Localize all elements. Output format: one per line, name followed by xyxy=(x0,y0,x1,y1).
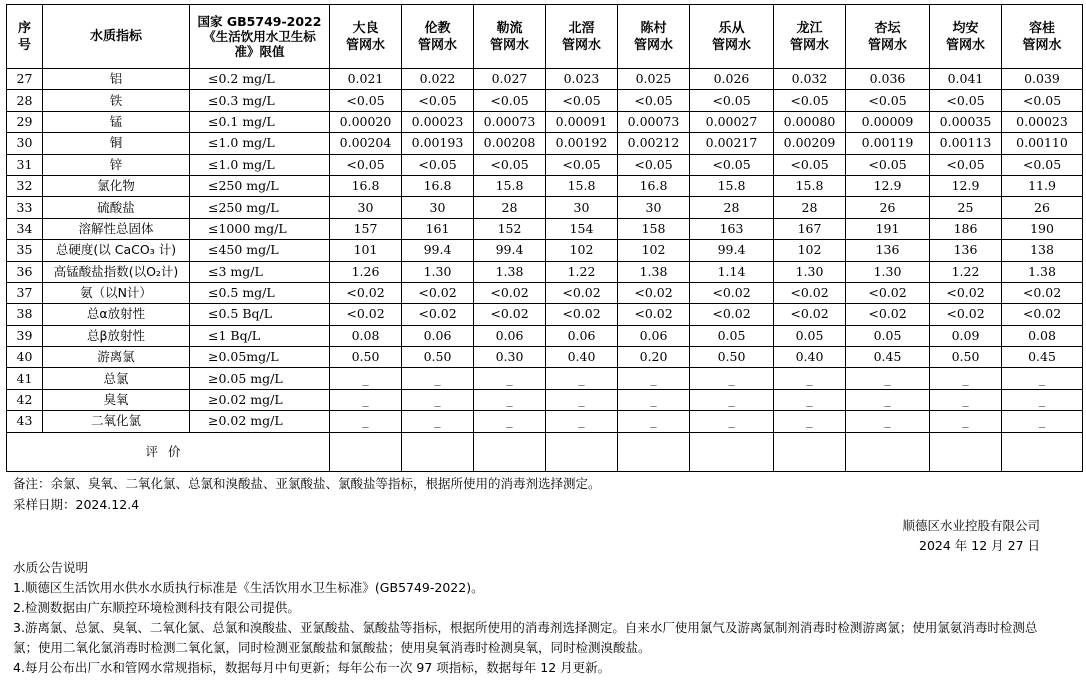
measured-value: <0.05 xyxy=(930,154,1002,175)
measured-value: <0.02 xyxy=(930,304,1002,325)
measured-value: 0.06 xyxy=(546,325,618,346)
standard-limit: ≥0.05mg/L xyxy=(190,347,330,368)
measured-value: 0.45 xyxy=(1002,347,1083,368)
measured-value: _ xyxy=(1002,389,1083,410)
measured-value: 0.00023 xyxy=(402,111,474,132)
row-number: 33 xyxy=(7,197,43,218)
indicator-name: 铝 xyxy=(43,69,190,90)
measured-value: 99.4 xyxy=(474,240,546,261)
row-number: 35 xyxy=(7,240,43,261)
measured-value: _ xyxy=(330,368,402,389)
row-number: 34 xyxy=(7,218,43,239)
measured-value: 0.032 xyxy=(774,69,846,90)
measured-value: 0.40 xyxy=(546,347,618,368)
indicator-name: 游离氯 xyxy=(43,347,190,368)
explanation-item: 4.每月公布出厂水和管网水常规指标，数据每月中旬更新；每年公布一次 97 项指标，数据每年 12 月更新。 xyxy=(13,660,611,675)
measured-value: _ xyxy=(330,411,402,432)
measured-value: <0.02 xyxy=(690,304,774,325)
water-quality-table xyxy=(6,4,1083,472)
indicator-name: 总β放射性 xyxy=(43,325,190,346)
header-seq: 序号 xyxy=(7,5,43,69)
measured-value: 1.38 xyxy=(618,261,690,282)
measured-value: _ xyxy=(330,389,402,410)
standard-limit: ≤0.1 mg/L xyxy=(190,111,330,132)
measured-value: 0.00009 xyxy=(846,111,930,132)
row-number: 36 xyxy=(7,261,43,282)
measured-value: <0.02 xyxy=(330,282,402,303)
measured-value: 0.00080 xyxy=(774,111,846,132)
measured-value: 1.30 xyxy=(402,261,474,282)
measured-value: 102 xyxy=(618,240,690,261)
measured-value: _ xyxy=(774,389,846,410)
measured-value: 191 xyxy=(846,218,930,239)
measured-value: 99.4 xyxy=(690,240,774,261)
evaluation-cell xyxy=(474,432,546,471)
standard-limit: ≥0.05 mg/L xyxy=(190,368,330,389)
table-row xyxy=(7,368,1083,389)
measured-value: <0.05 xyxy=(690,154,774,175)
measured-value: 15.8 xyxy=(774,175,846,196)
measured-value: 152 xyxy=(474,218,546,239)
measured-value: _ xyxy=(690,389,774,410)
evaluation-cell xyxy=(930,432,1002,471)
measured-value: 0.50 xyxy=(690,347,774,368)
measured-value: 167 xyxy=(774,218,846,239)
measured-value: <0.05 xyxy=(690,90,774,111)
measured-value: 1.26 xyxy=(330,261,402,282)
measured-value: 0.00208 xyxy=(474,133,546,154)
measured-value: 28 xyxy=(474,197,546,218)
evaluation-cell xyxy=(330,432,402,471)
measured-value: _ xyxy=(402,389,474,410)
measured-value: 25 xyxy=(930,197,1002,218)
measured-value: 163 xyxy=(690,218,774,239)
measured-value: 0.06 xyxy=(474,325,546,346)
evaluation-cell xyxy=(690,432,774,471)
measured-value: 15.8 xyxy=(546,175,618,196)
header-indicator: 水质指标 xyxy=(43,5,190,69)
measured-value: 0.05 xyxy=(774,325,846,346)
standard-limit: ≤3 mg/L xyxy=(190,261,330,282)
measured-value: 30 xyxy=(546,197,618,218)
indicator-name: 总α放射性 xyxy=(43,304,190,325)
table-row xyxy=(7,261,1083,282)
remark-note: 备注：余氯、臭氧、二氧化氯、总氯和溴酸盐、亚氯酸盐、氯酸盐等指标，根据所使用的消毒剂选择测定。 xyxy=(13,476,601,491)
measured-value: 0.00192 xyxy=(546,133,618,154)
header-site: 龙江 管网水 xyxy=(774,5,846,69)
table-row xyxy=(7,347,1083,368)
row-number: 31 xyxy=(7,154,43,175)
evaluation-cell xyxy=(774,432,846,471)
table-row xyxy=(7,282,1083,303)
measured-value: 0.50 xyxy=(330,347,402,368)
measured-value: _ xyxy=(474,411,546,432)
table-row xyxy=(7,69,1083,90)
header-site: 伦教 管网水 xyxy=(402,5,474,69)
table-header-row xyxy=(7,5,1083,69)
explanation-section xyxy=(13,558,1053,678)
table-row xyxy=(7,325,1083,346)
table-row xyxy=(7,389,1083,410)
measured-value: _ xyxy=(402,411,474,432)
standard-limit: ≤0.3 mg/L xyxy=(190,90,330,111)
measured-value: 0.00027 xyxy=(690,111,774,132)
measured-value: <0.05 xyxy=(474,154,546,175)
measured-value: 0.022 xyxy=(402,69,474,90)
measured-value: 16.8 xyxy=(402,175,474,196)
indicator-name: 总硬度(以 CaCO₃ 计) xyxy=(43,240,190,261)
indicator-name: 锌 xyxy=(43,154,190,175)
measured-value: 99.4 xyxy=(402,240,474,261)
measured-value: 0.00217 xyxy=(690,133,774,154)
measured-value: 0.00091 xyxy=(546,111,618,132)
measured-value: _ xyxy=(618,411,690,432)
evaluation-cell xyxy=(546,432,618,471)
measured-value: 0.50 xyxy=(930,347,1002,368)
measured-value: <0.05 xyxy=(618,90,690,111)
evaluation-cell xyxy=(846,432,930,471)
indicator-name: 总氯 xyxy=(43,368,190,389)
measured-value: 0.08 xyxy=(330,325,402,346)
standard-limit: ≤0.2 mg/L xyxy=(190,69,330,90)
measured-value: _ xyxy=(1002,368,1083,389)
measured-value: _ xyxy=(846,368,930,389)
measured-value: 186 xyxy=(930,218,1002,239)
table-row xyxy=(7,90,1083,111)
measured-value: <0.02 xyxy=(330,304,402,325)
measured-value: 157 xyxy=(330,218,402,239)
evaluation-cell xyxy=(1002,432,1083,471)
measured-value: 101 xyxy=(330,240,402,261)
measured-value: 0.06 xyxy=(618,325,690,346)
measured-value: 1.38 xyxy=(474,261,546,282)
measured-value: 0.00073 xyxy=(474,111,546,132)
table-row xyxy=(7,111,1083,132)
measured-value: <0.02 xyxy=(474,304,546,325)
measured-value: _ xyxy=(846,411,930,432)
measured-value: 0.023 xyxy=(546,69,618,90)
publish-date: 2024 年 12 月 27 日 xyxy=(919,538,1040,553)
row-number: 28 xyxy=(7,90,43,111)
measured-value: 30 xyxy=(618,197,690,218)
indicator-name: 铁 xyxy=(43,90,190,111)
header-site: 杏坛 管网水 xyxy=(846,5,930,69)
measured-value: 0.40 xyxy=(774,347,846,368)
measured-value: _ xyxy=(402,368,474,389)
measured-value: 102 xyxy=(774,240,846,261)
measured-value: 0.00212 xyxy=(618,133,690,154)
table-row xyxy=(7,175,1083,196)
measured-value: <0.05 xyxy=(1002,90,1083,111)
row-number: 40 xyxy=(7,347,43,368)
measured-value: <0.05 xyxy=(546,154,618,175)
measured-value: 190 xyxy=(1002,218,1083,239)
measured-value: <0.02 xyxy=(546,304,618,325)
indicator-name: 硫酸盐 xyxy=(43,197,190,218)
measured-value: <0.02 xyxy=(474,282,546,303)
sampling-date: 采样日期：2024.12.4 xyxy=(13,497,140,512)
table-row xyxy=(7,240,1083,261)
measured-value: 154 xyxy=(546,218,618,239)
explanation-item: 3.游离氯、总氯、臭氧、二氧化氯、总氯和溴酸盐、亚氯酸盐、氯酸盐等指标，根据所使用的消毒剂选择测定。自来水厂使用氯气及游离氯制剂消毒时检测游离氯；使用氯氨消毒时检测总氯；使用二氧化氯消毒时检测二氧化氯，同时检测亚氯酸盐和氯酸盐；使用臭氧消毒时检测臭氧，同时检测溴酸盐。 xyxy=(13,620,1038,655)
measured-value: 1.22 xyxy=(546,261,618,282)
measured-value: <0.05 xyxy=(474,90,546,111)
measured-value: 26 xyxy=(1002,197,1083,218)
measured-value: 0.00119 xyxy=(846,133,930,154)
evaluation-cell xyxy=(618,432,690,471)
measured-value: 136 xyxy=(930,240,1002,261)
header-site: 北滘 管网水 xyxy=(546,5,618,69)
measured-value: 158 xyxy=(618,218,690,239)
standard-limit: ≥0.02 mg/L xyxy=(190,411,330,432)
standard-limit: ≤0.5 mg/L xyxy=(190,282,330,303)
measured-value: 0.00209 xyxy=(774,133,846,154)
measured-value: _ xyxy=(690,411,774,432)
header-site: 容桂 管网水 xyxy=(1002,5,1083,69)
standard-limit: ≤250 mg/L xyxy=(190,197,330,218)
measured-value: 1.30 xyxy=(774,261,846,282)
standard-limit: ≤1000 mg/L xyxy=(190,218,330,239)
measured-value: _ xyxy=(546,411,618,432)
measured-value: 0.027 xyxy=(474,69,546,90)
measured-value: <0.05 xyxy=(1002,154,1083,175)
measured-value: _ xyxy=(546,389,618,410)
measured-value: 0.00110 xyxy=(1002,133,1083,154)
row-number: 27 xyxy=(7,69,43,90)
measured-value: 0.00193 xyxy=(402,133,474,154)
measured-value: 0.05 xyxy=(846,325,930,346)
indicator-name: 锰 xyxy=(43,111,190,132)
row-number: 30 xyxy=(7,133,43,154)
measured-value: <0.05 xyxy=(618,154,690,175)
measured-value: _ xyxy=(774,411,846,432)
measured-value: 0.50 xyxy=(402,347,474,368)
explanation-title: 水质公告说明 xyxy=(13,560,89,575)
measured-value: _ xyxy=(930,389,1002,410)
standard-limit: ≤0.5 Bq/L xyxy=(190,304,330,325)
measured-value: <0.05 xyxy=(330,90,402,111)
measured-value: 15.8 xyxy=(690,175,774,196)
indicator-name: 臭氧 xyxy=(43,389,190,410)
table-row xyxy=(7,304,1083,325)
indicator-name: 氯化物 xyxy=(43,175,190,196)
measured-value: 136 xyxy=(846,240,930,261)
measured-value: 0.08 xyxy=(1002,325,1083,346)
measured-value: 0.00204 xyxy=(330,133,402,154)
measured-value: _ xyxy=(618,368,690,389)
header-site: 大良 管网水 xyxy=(330,5,402,69)
measured-value: _ xyxy=(618,389,690,410)
measured-value: 0.041 xyxy=(930,69,1002,90)
measured-value: <0.02 xyxy=(846,304,930,325)
table-row xyxy=(7,133,1083,154)
measured-value: 0.06 xyxy=(402,325,474,346)
measured-value: _ xyxy=(930,368,1002,389)
standard-limit: ≤450 mg/L xyxy=(190,240,330,261)
indicator-name: 高锰酸盐指数(以O₂计) xyxy=(43,261,190,282)
measured-value: <0.05 xyxy=(846,154,930,175)
measured-value: 0.09 xyxy=(930,325,1002,346)
measured-value: 16.8 xyxy=(330,175,402,196)
table-row xyxy=(7,197,1083,218)
evaluation-cell xyxy=(402,432,474,471)
table-body xyxy=(7,69,1083,472)
measured-value: 138 xyxy=(1002,240,1083,261)
measured-value: 0.00020 xyxy=(330,111,402,132)
measured-value: 102 xyxy=(546,240,618,261)
row-number: 32 xyxy=(7,175,43,196)
measured-value: <0.02 xyxy=(1002,282,1083,303)
measured-value: <0.02 xyxy=(690,282,774,303)
measured-value: <0.02 xyxy=(846,282,930,303)
company-name: 顺德区水业控股有限公司 xyxy=(902,518,1040,533)
standard-limit: ≤250 mg/L xyxy=(190,175,330,196)
measured-value: <0.05 xyxy=(402,90,474,111)
measured-value: <0.05 xyxy=(774,154,846,175)
header-standard: 国家 GB5749-2022《生活饮用水卫生标准》限值 xyxy=(190,5,330,69)
header-site: 均安 管网水 xyxy=(930,5,1002,69)
explanation-item: 1.顺德区生活饮用水供水水质执行标准是《生活饮用水卫生标准》(GB5749-2022)。 xyxy=(13,580,484,595)
measured-value: <0.05 xyxy=(402,154,474,175)
measured-value: <0.02 xyxy=(618,304,690,325)
row-number: 37 xyxy=(7,282,43,303)
measured-value: 0.00073 xyxy=(618,111,690,132)
standard-limit: ≤1.0 mg/L xyxy=(190,154,330,175)
evaluation-row xyxy=(7,432,1083,471)
measured-value: 0.036 xyxy=(846,69,930,90)
measured-value: 0.30 xyxy=(474,347,546,368)
measured-value: 0.039 xyxy=(1002,69,1083,90)
header-site: 勒流 管网水 xyxy=(474,5,546,69)
standard-limit: ≥0.02 mg/L xyxy=(190,389,330,410)
indicator-name: 二氧化氯 xyxy=(43,411,190,432)
row-number: 38 xyxy=(7,304,43,325)
measured-value: <0.05 xyxy=(930,90,1002,111)
row-number: 42 xyxy=(7,389,43,410)
table-row xyxy=(7,218,1083,239)
measured-value: 0.00023 xyxy=(1002,111,1083,132)
measured-value: <0.05 xyxy=(774,90,846,111)
measured-value: 16.8 xyxy=(618,175,690,196)
indicator-name: 氨（以N计） xyxy=(43,282,190,303)
measured-value: <0.05 xyxy=(546,90,618,111)
measured-value: <0.02 xyxy=(618,282,690,303)
measured-value: 0.45 xyxy=(846,347,930,368)
measured-value: 12.9 xyxy=(846,175,930,196)
explanation-item: 2.检测数据由广东顺控环境检测科技有限公司提供。 xyxy=(13,600,300,615)
measured-value: <0.02 xyxy=(1002,304,1083,325)
measured-value: _ xyxy=(1002,411,1083,432)
measured-value: _ xyxy=(474,368,546,389)
row-number: 43 xyxy=(7,411,43,432)
measured-value: _ xyxy=(846,389,930,410)
header-site: 陈村 管网水 xyxy=(618,5,690,69)
measured-value: 12.9 xyxy=(930,175,1002,196)
measured-value: _ xyxy=(474,389,546,410)
measured-value: <0.02 xyxy=(774,282,846,303)
measured-value: _ xyxy=(774,368,846,389)
measured-value: 0.20 xyxy=(618,347,690,368)
measured-value: 1.22 xyxy=(930,261,1002,282)
standard-limit: ≤1.0 mg/L xyxy=(190,133,330,154)
table-row xyxy=(7,411,1083,432)
measured-value: 1.30 xyxy=(846,261,930,282)
row-number: 39 xyxy=(7,325,43,346)
measured-value: 15.8 xyxy=(474,175,546,196)
row-number: 41 xyxy=(7,368,43,389)
measured-value: _ xyxy=(690,368,774,389)
measured-value: 161 xyxy=(402,218,474,239)
measured-value: 0.00113 xyxy=(930,133,1002,154)
measured-value: <0.05 xyxy=(846,90,930,111)
measured-value: _ xyxy=(546,368,618,389)
measured-value: <0.02 xyxy=(930,282,1002,303)
measured-value: _ xyxy=(930,411,1002,432)
measured-value: 30 xyxy=(402,197,474,218)
measured-value: <0.02 xyxy=(402,304,474,325)
measured-value: 11.9 xyxy=(1002,175,1083,196)
measured-value: 0.05 xyxy=(690,325,774,346)
indicator-name: 溶解性总固体 xyxy=(43,218,190,239)
measured-value: 30 xyxy=(330,197,402,218)
measured-value: <0.05 xyxy=(330,154,402,175)
row-number: 29 xyxy=(7,111,43,132)
measured-value: 28 xyxy=(774,197,846,218)
measured-value: 0.021 xyxy=(330,69,402,90)
measured-value: <0.02 xyxy=(402,282,474,303)
header-site: 乐从 管网水 xyxy=(690,5,774,69)
standard-limit: ≤1 Bq/L xyxy=(190,325,330,346)
measured-value: 1.14 xyxy=(690,261,774,282)
measured-value: 0.026 xyxy=(690,69,774,90)
measured-value: 1.38 xyxy=(1002,261,1083,282)
indicator-name: 铜 xyxy=(43,133,190,154)
measured-value: 28 xyxy=(690,197,774,218)
measured-value: 0.025 xyxy=(618,69,690,90)
table-row xyxy=(7,154,1083,175)
measured-value: 0.00035 xyxy=(930,111,1002,132)
measured-value: <0.02 xyxy=(546,282,618,303)
measured-value: <0.02 xyxy=(774,304,846,325)
evaluation-label: 评价 xyxy=(7,432,330,471)
measured-value: 26 xyxy=(846,197,930,218)
